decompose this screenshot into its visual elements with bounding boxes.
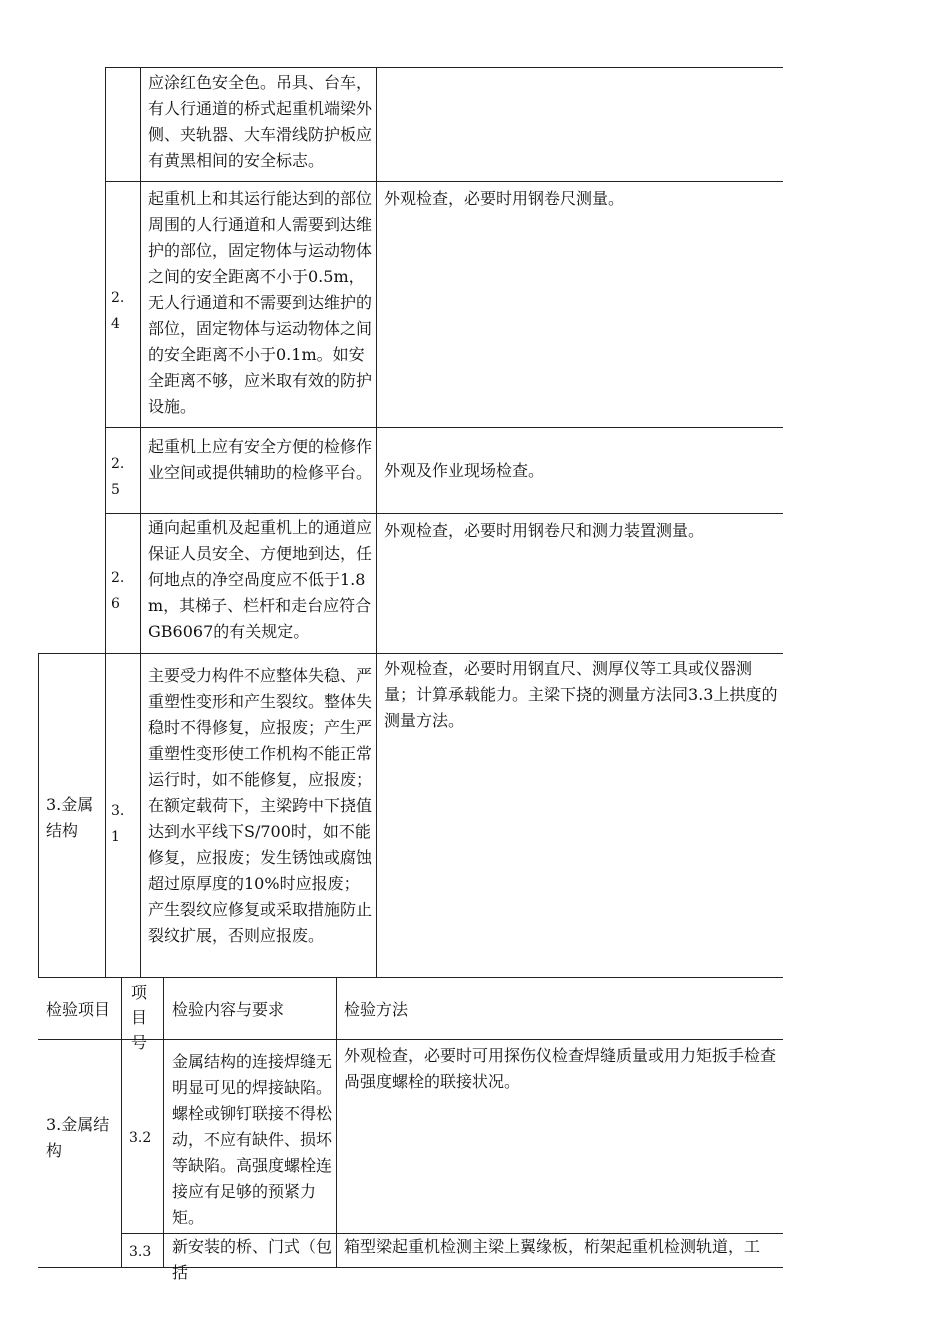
method-cell: 箱型梁起重机检测主梁上翼缘板，桁架起重机检测轨道，工: [344, 1237, 761, 1256]
method-cell: 外观及作业现场检查。: [384, 461, 545, 480]
item-number: 2. 6: [111, 570, 125, 612]
table-rule: [38, 653, 39, 977]
content-cell: 应涂红色安全色。吊具、台车，有人行通道的桥式起重机端梁外侧、夹轨器、大车滑线防护板应有黄黑相间的安全标志。: [148, 73, 373, 170]
header-method: 检验方法: [344, 1000, 409, 1019]
table-rule: [38, 1039, 783, 1040]
method-cell: 外观检查，必要时用钢卷尺和测力装置测量。: [384, 521, 705, 540]
table-rule: [140, 67, 141, 977]
content-cell: 通向起重机及起重机上的通道应保证人员安全、方便地到达，任何地点的净空咼度应不低于1.8m，其梯子、栏杆和走台应符合GB6067的有关规定。: [148, 518, 373, 641]
item-category: 3.金属结 构: [46, 1115, 110, 1160]
table-rule: [105, 513, 783, 514]
header-item-number: 项 目 号: [131, 983, 148, 1052]
method-cell: 外观检查，必要时用钢直尺、测厚仪等工具或仪器测量；计算承载能力。主梁下挠的测量方法同3.3上拱度的测量方法。: [384, 659, 778, 730]
header-item: 检验项目: [46, 1000, 111, 1019]
item-number: 2. 5: [111, 456, 125, 498]
table-rule: [105, 67, 783, 68]
table-rule: [121, 977, 122, 1267]
table-rule: [336, 977, 337, 1267]
table-rule: [38, 653, 783, 654]
table-rule: [38, 1267, 783, 1268]
table-rule: [38, 977, 783, 978]
content-cell: 金属结构的连接焊缝无明显可见的焊接缺陷。螺栓或铆钉联接不得松动，不应有缺件、损坏等缺陷。高强度螺栓连接应有足够的预紧力矩。: [172, 1052, 333, 1227]
table-rule: [105, 181, 783, 182]
method-cell: 外观检查，必要时用钢卷尺测量。: [384, 189, 625, 208]
item-number: 3.3: [129, 1244, 152, 1260]
content-cell: 起重机上应有安全方便的检修作业空间或提供辅助的检修平台。: [148, 437, 373, 482]
table-rule: [163, 977, 164, 1267]
table-rule: [105, 67, 106, 977]
item-category: 3.金属 结构: [46, 795, 94, 840]
content-cell: 主要受力构件不应整体失稳、严重塑性变形和产生裂纹。整体失稳时不得修复，应报废；产生严重塑性变形使工作机构不能正常运行时，如不能修复，应报废；在额定载荷下，主梁跨中下挠值达到水平线下S/700时，如不能修复，应报废；发生锈蚀或腐蚀超过原厚度的10%时应报废；产生裂纹应修复或采取措施防止裂纹扩展，否则应报废。: [148, 666, 373, 945]
item-number: 2. 4: [111, 290, 125, 332]
content-cell: 新安装的桥、门式（包括: [172, 1237, 333, 1282]
header-content: 检验内容与要求: [172, 1000, 285, 1019]
table-rule: [376, 67, 377, 977]
method-cell: 外观检查，必要时可用探伤仪检查焊缝质量或用力矩扳手检查咼强度螺栓的联接状况。: [344, 1046, 777, 1091]
item-number: 3. 1: [111, 803, 125, 845]
item-number: 3.2: [129, 1130, 152, 1146]
table-rule: [105, 427, 783, 428]
content-cell: 起重机上和其运行能达到的部位周围的人行通道和人需要到达维护的部位，固定物体与运动物体之间的安全距离不小于0.5m，无人行通道和不需要到达维护的部位，固定物体与运动物体之间的安全距离不小于0.1m。如安全距离不够，应米取有效的防护设施。: [148, 189, 373, 416]
